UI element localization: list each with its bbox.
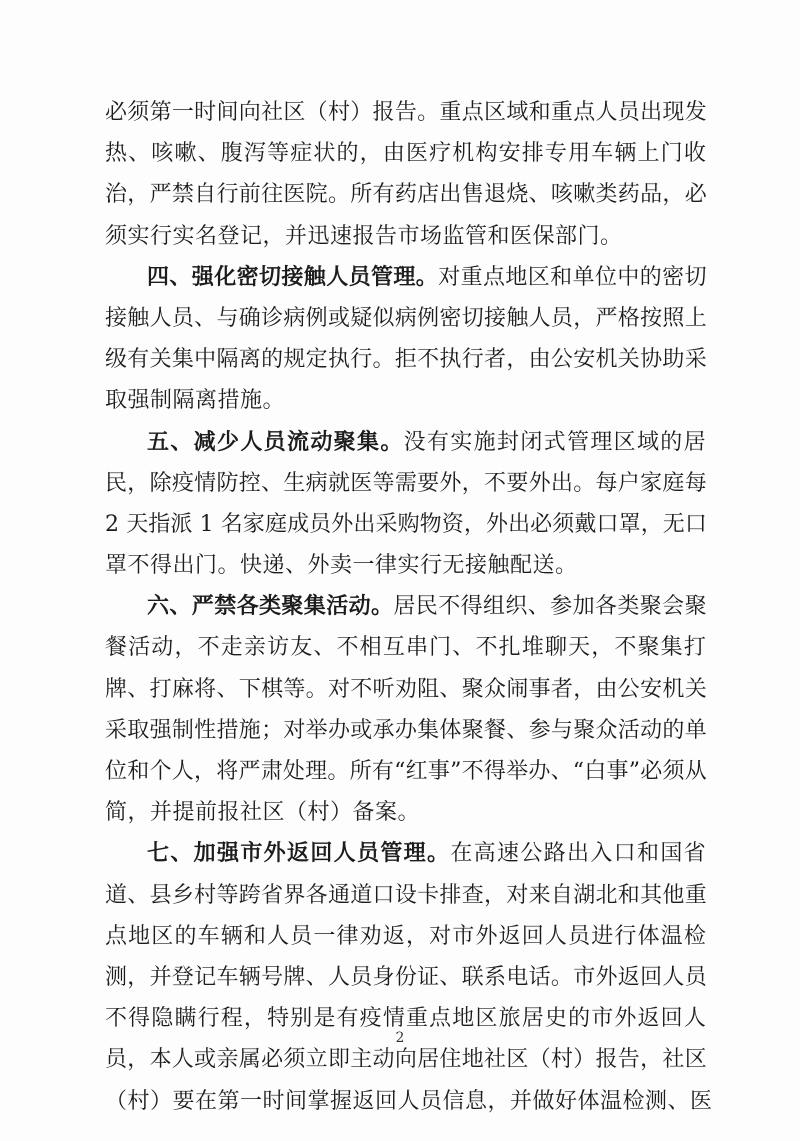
text-line [105, 792, 707, 833]
line-text: 接触人员、与确诊病例或疑似病例密切接触人员，严格按照上 [105, 305, 707, 331]
text-line [105, 586, 707, 627]
line-text: 位和个人，将严肃处理。所有“红事”不得举办、“白事”必须从 [105, 759, 707, 784]
line-text: 点地区的车辆和人员一律劝返，对市外返回人员进行体温检 [105, 923, 707, 949]
text-line [105, 298, 707, 339]
line-text: （村）要在第一时间掌握返回人员信息，并做好体温检测、医 [105, 1088, 713, 1114]
text-line [105, 380, 707, 421]
text-line [105, 422, 707, 463]
text-line [105, 1081, 713, 1122]
text-line [105, 504, 707, 545]
text-line [105, 133, 707, 174]
line-text: 居民不得组织、参加各类聚会聚 [393, 594, 707, 620]
paragraph [105, 257, 707, 422]
line-text: 牌、打麻将、下棋等。对不听劝阻、聚众闹事者，由公安机关 [105, 676, 707, 702]
line-text: 采取强制性措施；对举办或承办集体聚餐、参与聚众活动的单 [105, 717, 707, 743]
section-heading: 七、加强市外返回人员管理。 [147, 841, 451, 867]
paragraph [105, 833, 713, 1121]
line-text: 对重点地区和单位中的密切 [438, 264, 707, 290]
line-text: 测，并登记车辆号牌、人员身份证、联系电话。市外返回人员 [105, 964, 707, 990]
text-line [105, 875, 707, 916]
line-text: 热、咳嗽、腹泻等症状的，由医疗机构安排专用车辆上门收 [105, 141, 707, 167]
text-line [105, 627, 707, 668]
text-line [105, 957, 707, 998]
line-text: 民，除疫情防控、生病就医等需要外，不要外出。每户家庭每 [105, 470, 707, 496]
paragraph [105, 422, 707, 587]
line-text: 没有实施封闭式管理区域的居 [403, 429, 707, 455]
section-heading: 五、减少人员流动聚集。 [147, 429, 404, 455]
text-line [105, 92, 707, 133]
line-text: 道、县乡村等跨省界各通道口设卡排查，对来自湖北和其他重 [105, 882, 707, 908]
section-heading: 四、强化密切接触人员管理。 [147, 264, 439, 290]
document-body [105, 92, 713, 1122]
text-line [105, 174, 707, 215]
line-text: 须实行实名登记，并迅速报告市场监管和医保部门。 [105, 223, 623, 249]
text-line [105, 710, 707, 751]
section-heading: 六、严禁各类聚集活动。 [147, 594, 394, 620]
text-line [105, 669, 707, 710]
line-text: 取强制隔离措施。 [105, 388, 286, 414]
line-text: 2 天指派 1 名家庭成员外出采购物资，外出必须戴口罩，无口 [105, 511, 707, 537]
text-line [105, 257, 707, 298]
text-line [105, 216, 707, 257]
page-number: 2 [395, 1030, 405, 1046]
line-text: 餐活动，不走亲访友、不相互串门、不扎堆聊天，不聚集打 [105, 635, 707, 661]
line-text: 简，并提前报社区（村）备案。 [105, 800, 421, 826]
line-text: 员，本人或亲属必须立即主动向居住地社区（村）报告，社区 [105, 1047, 707, 1073]
text-line [105, 916, 707, 957]
text-line [105, 463, 707, 504]
text-line [105, 339, 707, 380]
text-line [105, 833, 707, 874]
text-line [105, 545, 707, 586]
line-text: 不得隐瞒行程，特别是有疫情重点地区旅居史的市外返回人 [105, 1006, 707, 1032]
line-text: 级有关集中隔离的规定执行。拒不执行者，由公安机关协助采 [105, 347, 707, 373]
paragraph [105, 92, 707, 257]
line-text: 必须第一时间向社区（村）报告。重点区域和重点人员出现发 [105, 100, 707, 125]
line-text: 在高速公路出入口和国省 [450, 841, 707, 867]
line-text: 罩不得出门。快递、外卖一律实行无接触配送。 [105, 553, 578, 579]
paragraph [105, 586, 707, 833]
text-line [105, 751, 707, 792]
line-text: 治，严禁自行前往医院。所有药店出售退烧、咳嗽类药品，必 [105, 182, 707, 208]
